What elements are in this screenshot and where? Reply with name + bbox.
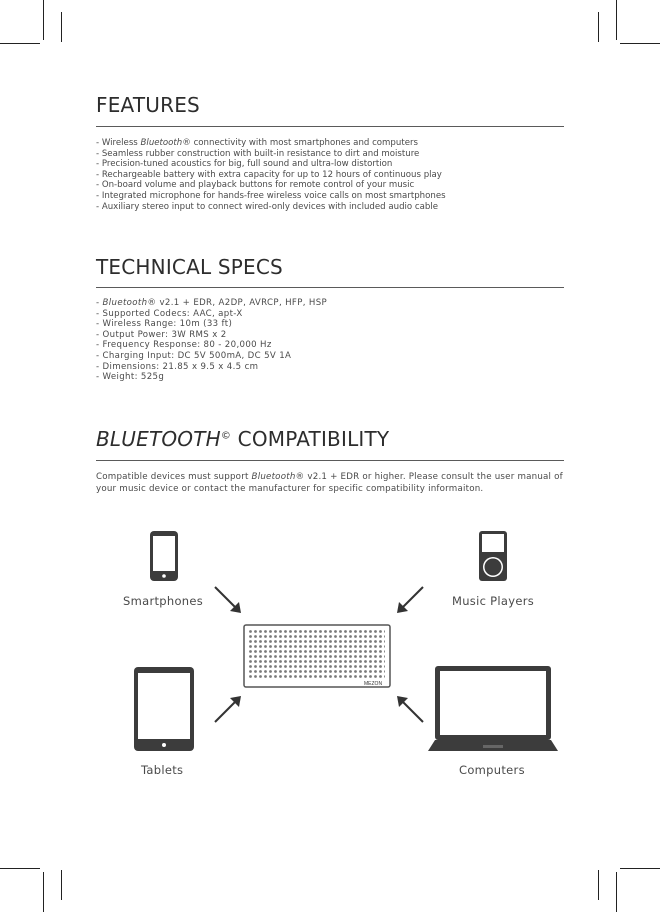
crop-mark	[598, 870, 599, 900]
crop-mark	[598, 12, 599, 42]
list-item: - Charging Input: DC 5V 500mA, DC 5V 1A	[96, 350, 292, 361]
list-item: - Seamless rubber construction with built-in resistance to dirt and moisture	[96, 148, 420, 159]
crop-mark	[620, 868, 660, 869]
arrow-icon	[212, 584, 244, 616]
crop-mark	[616, 872, 617, 912]
crop-mark	[620, 43, 660, 44]
speaker-icon	[243, 624, 391, 688]
list-item: - Frequency Response: 80 - 20,000 Hz	[96, 340, 272, 351]
computers-label: Computers	[459, 763, 525, 777]
features-heading: FEATURES	[96, 93, 200, 117]
smartphones-label: Smartphones	[123, 594, 204, 608]
smartphone-icon	[149, 530, 179, 582]
compat-divider	[96, 460, 564, 461]
list-item: - Wireless Range: 10m (33 ft)	[96, 319, 233, 330]
features-list	[96, 138, 446, 212]
list-item: - Dimensions: 21.85 x 9.5 x 4.5 cm	[96, 361, 259, 372]
crop-mark	[43, 0, 44, 40]
list-item: - Supported Codecs: AAC, apt-X	[96, 308, 243, 319]
specs-list	[96, 298, 327, 383]
list-item: - Weight: 525g	[96, 372, 165, 383]
list-item: - On-board volume and playback buttons for remote control of your music	[96, 180, 415, 191]
crop-mark	[0, 868, 40, 869]
list-item: - Integrated microphone for hands-free wireless voice calls on most smartphones	[96, 190, 446, 201]
list-item: - Output Power: 3W RMS x 2	[96, 329, 227, 340]
music-players-label: Music Players	[452, 594, 535, 608]
arrow-icon	[394, 584, 426, 616]
specs-heading: TECHNICAL SPECS	[96, 255, 283, 279]
crop-mark	[61, 12, 62, 42]
list-item: - Wireless Bluetooth® connectivity with most smartphones and computers	[96, 138, 418, 148]
features-divider	[96, 126, 564, 127]
compat-heading: BLUETOOTH© COMPATIBILITY	[96, 427, 390, 451]
arrow-icon	[394, 693, 426, 725]
music-player-icon	[478, 530, 508, 582]
list-item: - Rechargeable battery with extra capacity for up to 12 hours of continuous play	[96, 169, 442, 180]
crop-mark	[61, 870, 62, 900]
crop-mark	[0, 43, 40, 44]
crop-mark	[616, 0, 617, 40]
list-item: - Auxiliary stereo input to connect wired-only devices with included audio cable	[96, 201, 439, 212]
arrow-icon	[212, 693, 244, 725]
tablet-icon	[133, 666, 195, 752]
compat-paragraph: Compatible devices must support Bluetooth® v2.1 + EDR or higher. Please consult the user manual of your music device or contact the manufacturer for specific compatibility informaiton.	[96, 472, 563, 494]
laptop-icon	[427, 665, 559, 753]
tablets-label: Tablets	[141, 763, 184, 777]
list-item: - Bluetooth® v2.1 + EDR, A2DP, AVRCP, HFP, HSP	[96, 298, 328, 308]
list-item: - Precision-tuned acoustics for big, full sound and ultra-low distortion	[96, 159, 393, 170]
specs-divider	[96, 287, 564, 288]
speaker-logo: MEZON	[364, 681, 383, 687]
crop-mark	[43, 872, 44, 912]
